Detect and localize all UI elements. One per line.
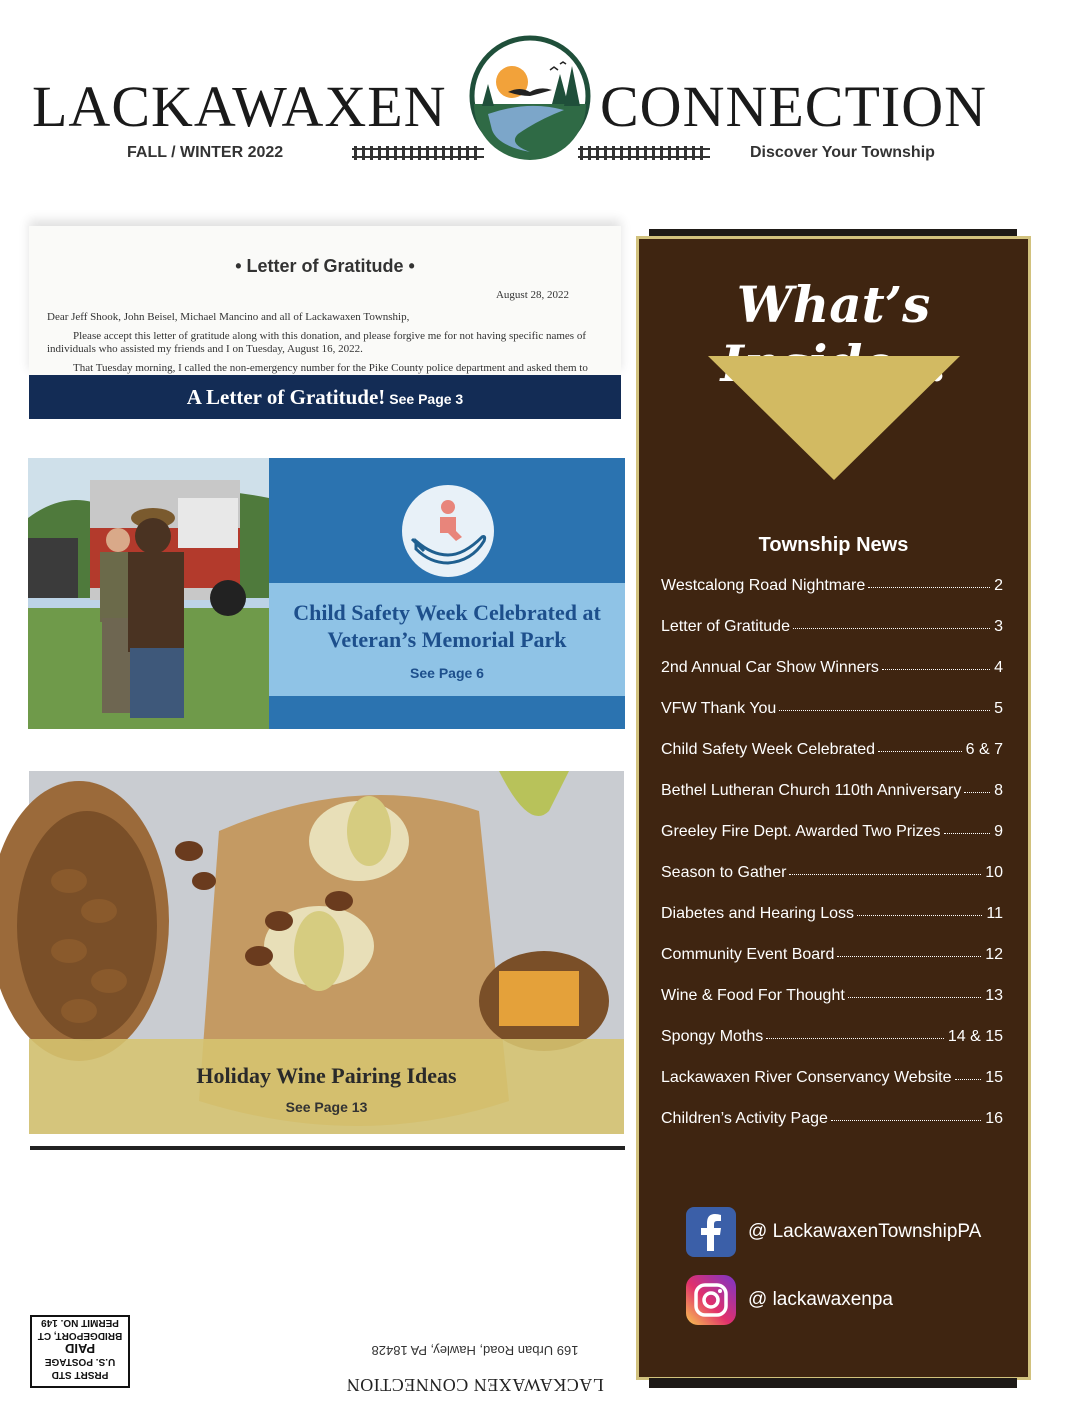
toc-item[interactable]: [661, 659, 1003, 700]
instagram-handle: @ lackawaxenpa: [748, 1289, 893, 1310]
postage-line: PERMIT NO. 149: [41, 1317, 119, 1328]
toc-item[interactable]: [661, 823, 1003, 864]
child-safety-feature[interactable]: [28, 458, 625, 729]
toc-item[interactable]: [661, 864, 1003, 905]
letter-see-page[interactable]: See Page 3: [389, 391, 464, 407]
toc-title: Children’s Activity Page: [661, 1110, 828, 1127]
dot-leader: [779, 710, 990, 711]
letter-paragraph: Please accept this letter of gratitude along with this donation, and please forgive me for not having specific names of individuals who assisted my friends and I on Tuesday, August 16, 2022.: [47, 330, 586, 355]
mailing-address: 169 Urban Road, Hawley, PA 18428: [371, 1343, 579, 1358]
toc-title: Spongy Moths: [661, 1028, 764, 1045]
toc-item[interactable]: [661, 1110, 1003, 1151]
toc-page: 3: [994, 618, 1003, 635]
mailing-block: [330, 1325, 620, 1395]
toc-item[interactable]: [661, 741, 1003, 782]
toc-page: 9: [994, 823, 1003, 840]
toc-title: Letter of Gratitude: [661, 618, 790, 635]
toc-page: 15: [985, 1069, 1003, 1086]
toc-title: 2nd Annual Car Show Winners: [661, 659, 879, 676]
toc-page: 2: [994, 577, 1003, 594]
letter-heading: • Letter of Gratitude •: [235, 256, 415, 276]
dot-leader: [789, 874, 981, 875]
rail-ornament-right: [578, 146, 710, 160]
toc-page: 16: [985, 1110, 1003, 1127]
toc-title: Community Event Board: [661, 946, 835, 963]
dot-leader: [868, 587, 990, 588]
toc-item[interactable]: [661, 618, 1003, 659]
toc-page: 5: [994, 700, 1003, 717]
dot-leader: [837, 956, 981, 957]
dot-leader: [882, 669, 990, 670]
toc-page: 8: [994, 782, 1003, 799]
wine-see-page[interactable]: See Page 13: [285, 1099, 368, 1115]
toc-item[interactable]: [661, 946, 1003, 987]
toc-item[interactable]: [661, 700, 1003, 741]
masthead-title-left: LACKAWAXEN: [32, 74, 447, 139]
facebook-handle: @ LackawaxenTownshipPA: [748, 1221, 982, 1242]
table-of-contents: [661, 577, 1003, 1151]
toc-title: Child Safety Week Celebrated: [661, 741, 876, 758]
postage-line: BRIDGEPORT, CT: [37, 1330, 123, 1341]
township-logo: [468, 34, 592, 158]
letter-banner-title: A Letter of Gratitude!: [186, 385, 386, 409]
dot-leader: [964, 792, 990, 793]
postage-line: PRSRT STD: [51, 1369, 109, 1380]
letter-date: August 28, 2022: [495, 289, 569, 301]
sidebar-bottom-rule: [649, 1378, 1017, 1388]
toc-title: Diabetes and Hearing Loss: [661, 905, 855, 922]
masthead-title-right: CONNECTION: [600, 74, 987, 139]
toc-title: Greeley Fire Dept. Awarded Two Prizes: [661, 823, 941, 840]
toc-title: Westcalong Road Nightmare: [661, 577, 866, 594]
toc-title: Bethel Lutheran Church 110th Anniversary: [661, 782, 962, 799]
facebook-icon: [686, 1207, 736, 1257]
toc-title: Wine & Food For Thought: [661, 987, 845, 1004]
section-divider: [30, 1146, 625, 1150]
toc-item[interactable]: [661, 987, 1003, 1028]
toc-page: 4: [994, 659, 1003, 676]
dot-leader: [848, 997, 981, 998]
postage-indicia: [30, 1315, 130, 1388]
tagline: Discover Your Township: [750, 144, 935, 161]
dot-leader: [944, 833, 991, 834]
child-in-hand-icon: [402, 485, 494, 577]
toc-item[interactable]: [661, 1028, 1003, 1069]
toc-page: 13: [985, 987, 1003, 1004]
instagram-link[interactable]: [686, 1275, 893, 1325]
dot-leader: [793, 628, 990, 629]
toc-page: 14 & 15: [947, 1028, 1003, 1045]
toc-item[interactable]: [661, 905, 1003, 946]
wine-panel: [29, 1039, 624, 1134]
toc-item[interactable]: [661, 577, 1003, 618]
triangle-down-icon: [708, 356, 960, 480]
toc-page: 12: [985, 946, 1003, 963]
sidebar-subheading: Township News: [758, 534, 909, 556]
child-safety-title: Child Safety Week Celebrated at Veteran’s Memorial Park: [293, 600, 601, 652]
toc-item[interactable]: [661, 782, 1003, 823]
child-safety-see-page[interactable]: See Page 6: [410, 665, 484, 681]
postage-line: U.S. POSTAGE: [44, 1356, 116, 1367]
toc-page: 11: [986, 905, 1003, 922]
mailing-title: LACKAWAXEN CONNECTION: [346, 1375, 604, 1395]
letter-salutation: Dear Jeff Shook, John Beisel, Michael Mancino and all of Lackawaxen Township,: [47, 311, 410, 323]
rail-ornament-left: [352, 146, 484, 160]
dot-leader: [857, 915, 982, 916]
instagram-icon: [686, 1275, 736, 1325]
wine-feature[interactable]: [29, 771, 624, 1134]
letter-paragraph: That Tuesday morning, I called the non-emergency number for the Pike County police department and asked them to: [73, 362, 588, 374]
toc-item[interactable]: [661, 1069, 1003, 1110]
child-safety-panel: [269, 583, 625, 696]
toc-title: Season to Gather: [661, 864, 787, 881]
dot-leader: [831, 1120, 981, 1121]
toc-title: VFW Thank You: [661, 700, 777, 717]
facebook-link[interactable]: [686, 1207, 981, 1257]
dot-leader: [878, 751, 962, 752]
toc-page: 10: [985, 864, 1003, 881]
ranger-and-mascot-photo: [28, 458, 269, 729]
dot-leader: [955, 1079, 982, 1080]
dot-leader: [766, 1038, 944, 1039]
sidebar-heading: What’s Inside...: [720, 275, 947, 393]
edition-label: FALL / WINTER 2022: [127, 144, 284, 161]
toc-title: Lackawaxen River Conservancy Website: [661, 1069, 952, 1086]
letter-banner[interactable]: [29, 375, 621, 419]
toc-page: 6 & 7: [965, 741, 1003, 758]
wine-title: Holiday Wine Pairing Ideas: [196, 1063, 457, 1088]
postage-line: PAID: [64, 1341, 96, 1356]
letter-feature[interactable]: [29, 212, 621, 419]
letter-excerpt: [29, 226, 621, 376]
whats-inside-sidebar: [636, 236, 1031, 1380]
